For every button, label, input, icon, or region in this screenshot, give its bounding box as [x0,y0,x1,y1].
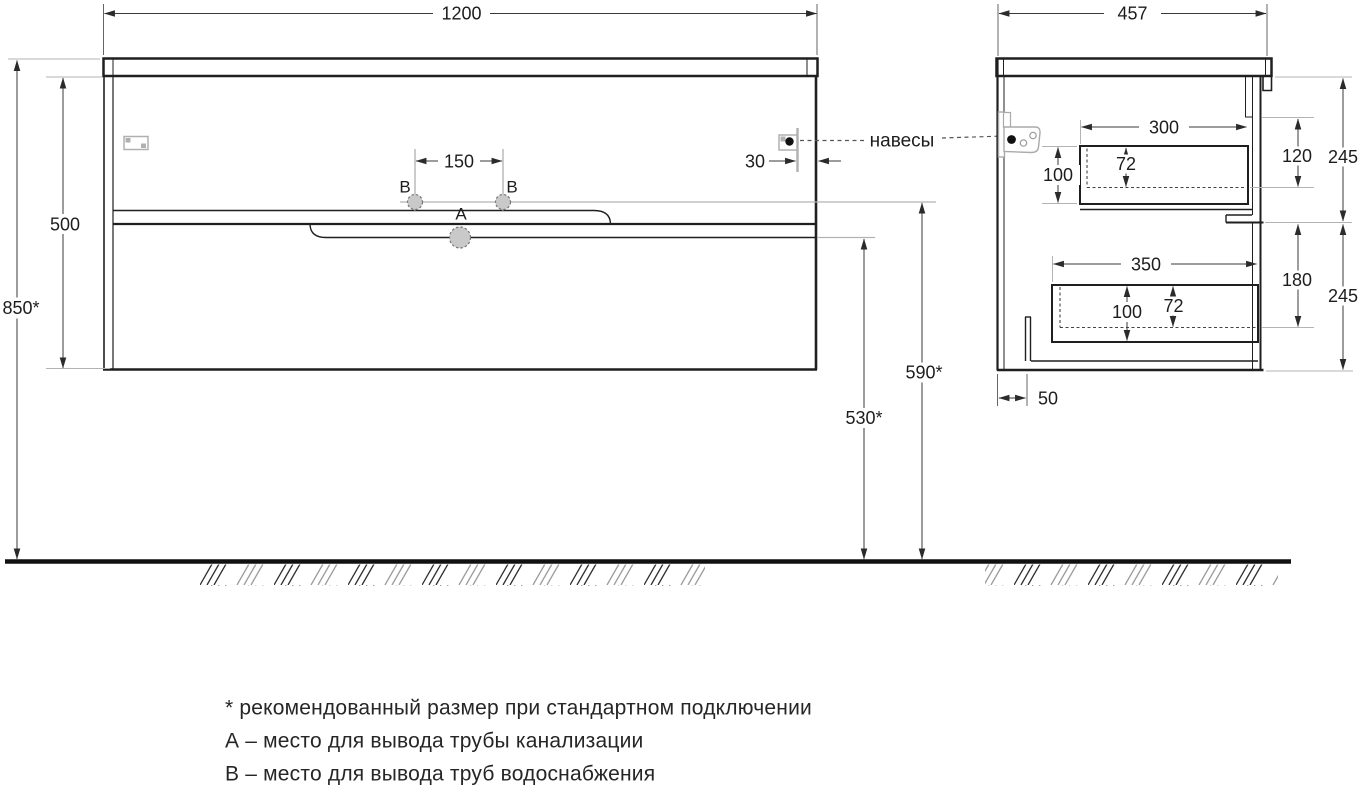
dim-drain-height-530 [841,239,887,559]
dim-label-180: 180 [1281,270,1313,290]
drawer-box-bottom [1052,285,1258,342]
dim-label-350: 350 [1130,254,1162,275]
dim-bottom-drawer-100 [1105,287,1149,341]
side-view [997,59,1272,371]
dim-bottom-drawer-350 [1053,255,1257,283]
dim-height-850 [0,59,100,559]
drawer-box-top [1080,146,1248,204]
dim-depth-457 [998,4,1267,57]
drawer-box-top-inner [1087,149,1246,188]
dim-label-245-top: 245 [1327,147,1359,167]
legend-note-b: В – место для вывода труб водоснабжения [225,762,656,786]
dim-top-drawer-72 [1112,148,1140,187]
dim-label-50: 50 [1037,388,1059,409]
label-point-b-right: B [506,177,518,197]
dim-hanger-offset-30 [745,152,841,172]
dim-bottom-front-180 [1262,225,1321,328]
dim-label-72-top: 72 [1115,154,1137,174]
countertop-front [104,59,818,77]
dim-label-850: 850* [2,298,40,318]
label-hangers: навесы [869,130,935,152]
hole-a [450,227,471,248]
dim-label-100-top: 100 [1042,165,1074,185]
dim-top-drawer-300 [1081,118,1247,145]
dim-label-457: 457 [1117,3,1148,24]
dim-label-120: 120 [1281,146,1313,166]
dimensions-front [0,4,947,560]
hole-b-right [496,195,511,210]
dim-label-1200: 1200 [441,3,482,24]
legend [225,697,812,786]
drawer-box-bottom-inner [1060,287,1256,328]
dim-width-1200 [104,4,818,56]
dim-label-150: 150 [443,151,475,172]
cabinet-body-side [997,59,1264,371]
dim-supply-height-590 [901,203,947,559]
dim-bottom-section-245 [1266,225,1359,372]
floor-hatch-right [985,565,1278,586]
hanger-bracket-right [779,128,798,172]
hole-b-left [408,195,423,210]
dim-label-530: 530* [845,408,883,428]
hanger-bracket-side [999,112,1041,157]
front-view [103,59,1005,370]
label-point-b-left: B [399,177,411,197]
dim-bottom-drawer-72 [1159,287,1188,327]
dim-label-590: 590* [905,362,943,383]
legend-note-a: А – место для вывода трубы канализации [225,729,644,753]
dim-label-245-bottom: 245 [1327,286,1359,306]
dim-wall-clearance-50 [998,374,1059,409]
dim-label-100-bottom: 100 [1111,302,1143,322]
countertop-side [997,59,1272,77]
legend-note-recommended: * рекомендованный размер при стандартном подключении [225,696,812,720]
countertop-nose [1263,76,1272,91]
bottom-shelf [1025,317,1258,361]
dim-supply-spacing-150 [416,152,502,172]
handle-recess [1080,210,1264,223]
dim-label-300: 300 [1148,117,1180,138]
hanger-bracket-left [124,137,148,150]
dim-label-30: 30 [744,151,766,172]
floor-hatch-left [200,565,705,586]
dim-height-500 [42,77,110,369]
dim-label-500: 500 [49,214,81,235]
label-point-a: A [455,204,467,224]
dim-top-drawer-100 [1036,147,1080,204]
dim-label-72-bottom: 72 [1163,296,1184,316]
floor [5,562,1291,586]
